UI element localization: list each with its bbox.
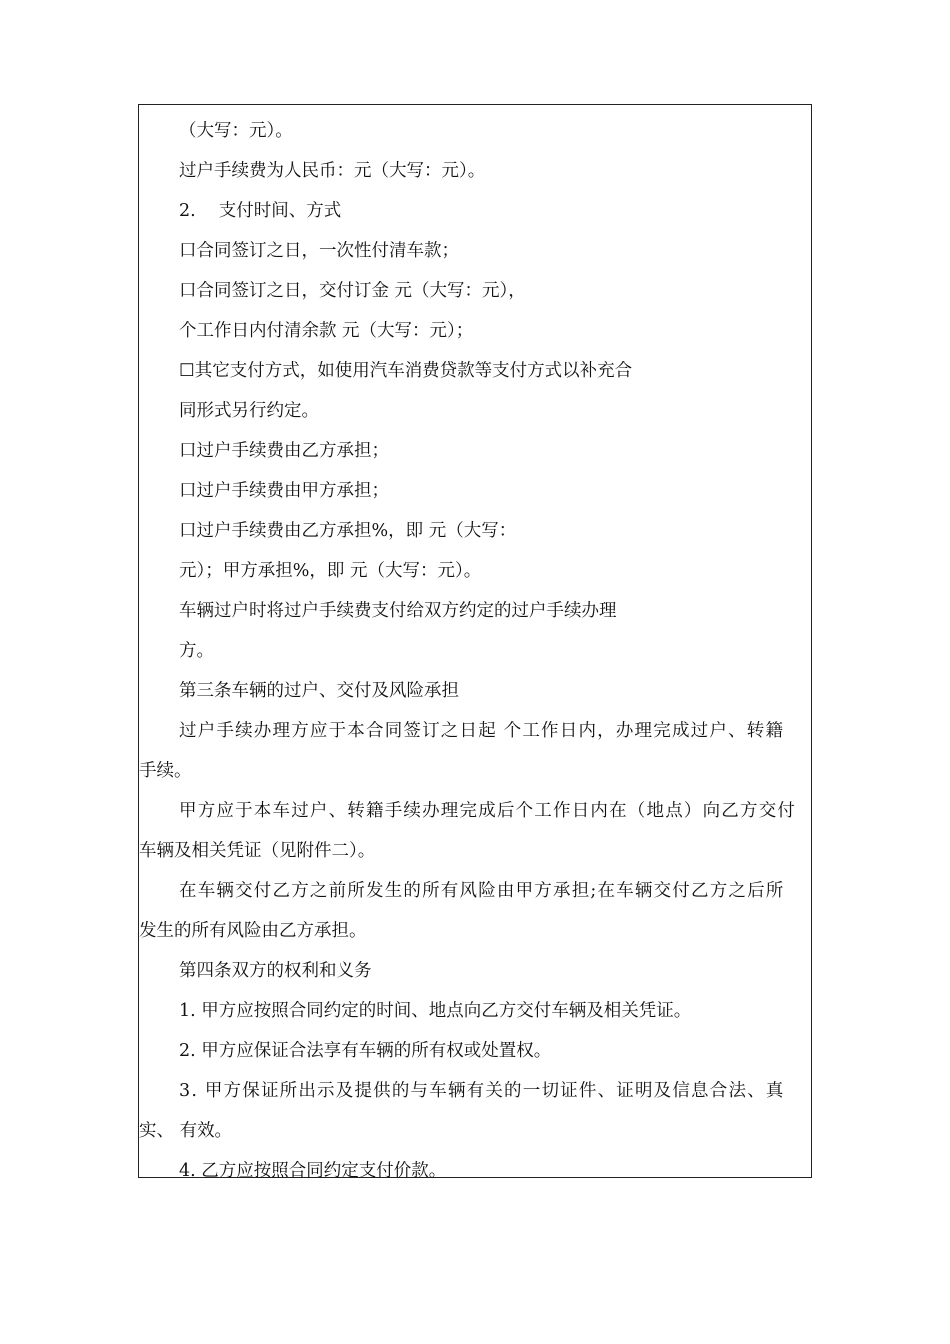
text-line: 3. 甲方保证所出示及提供的与车辆有关的一切证件、证明及信息合法、真 <box>179 1081 785 1101</box>
text-line: （大写：元）。 <box>179 121 293 141</box>
text-line: 车辆及相关凭证（见附件二）。 <box>139 841 376 861</box>
text-line: 2. 甲方应保证合法享有车辆的所有权或处置权。 <box>179 1041 552 1061</box>
section-heading: 第四条双方的权利和义务 <box>179 961 372 981</box>
text-line: 方。 <box>179 641 214 661</box>
text-line: 1. 甲方应按照合同约定的时间、地点向乙方交付车辆及相关凭证。 <box>179 1001 692 1021</box>
text-line: 车辆过户时将过户手续费支付给双方约定的过户手续办理 <box>179 601 617 621</box>
text-line: 口合同签订之日，一次性付清车款； <box>179 241 459 261</box>
text-line: 4. 乙方应按照合同约定支付价款。 <box>179 1161 447 1181</box>
text-line: 手续。 <box>139 761 192 781</box>
text-line: 过户手续费为人民币：元（大写：元）。 <box>179 161 486 181</box>
text-line: 口过户手续费由乙方承担%，即 元（大写： <box>179 521 517 541</box>
text-line: ☐其它支付方式，如使用汽车消费贷款等支付方式以补充合 <box>179 361 633 381</box>
section-heading: 第三条车辆的过户、交付及风险承担 <box>179 681 459 701</box>
text-line: 口过户手续费由甲方承担； <box>179 481 389 501</box>
text-line: 发生的所有风险由乙方承担。 <box>139 921 367 941</box>
text-line: 过户手续办理方应于本合同签订之日起 个工作日内，办理完成过户、转籍 <box>179 721 785 741</box>
text-line: 同形式另行约定。 <box>179 401 319 421</box>
text-line: 元）；甲方承担%，即 元（大写：元）。 <box>179 561 482 581</box>
text-line: 在车辆交付乙方之前所发生的所有风险由甲方承担;在车辆交付乙方之后所 <box>179 881 785 901</box>
text-line: 口合同签订之日，交付订金 元（大写：元）， <box>179 281 526 301</box>
text-line: 个工作日内付清余款 元（大写：元）； <box>179 321 474 341</box>
text-line: 口过户手续费由乙方承担； <box>179 441 389 461</box>
text-line: 甲方应于本车过户、转籍手续办理完成后个工作日内在（地点）向乙方交付 <box>179 801 797 821</box>
text-line: 2. 支付时间、方式 <box>179 201 342 221</box>
text-line: 实、 有效。 <box>139 1121 233 1141</box>
contract-frame <box>138 104 812 1181</box>
